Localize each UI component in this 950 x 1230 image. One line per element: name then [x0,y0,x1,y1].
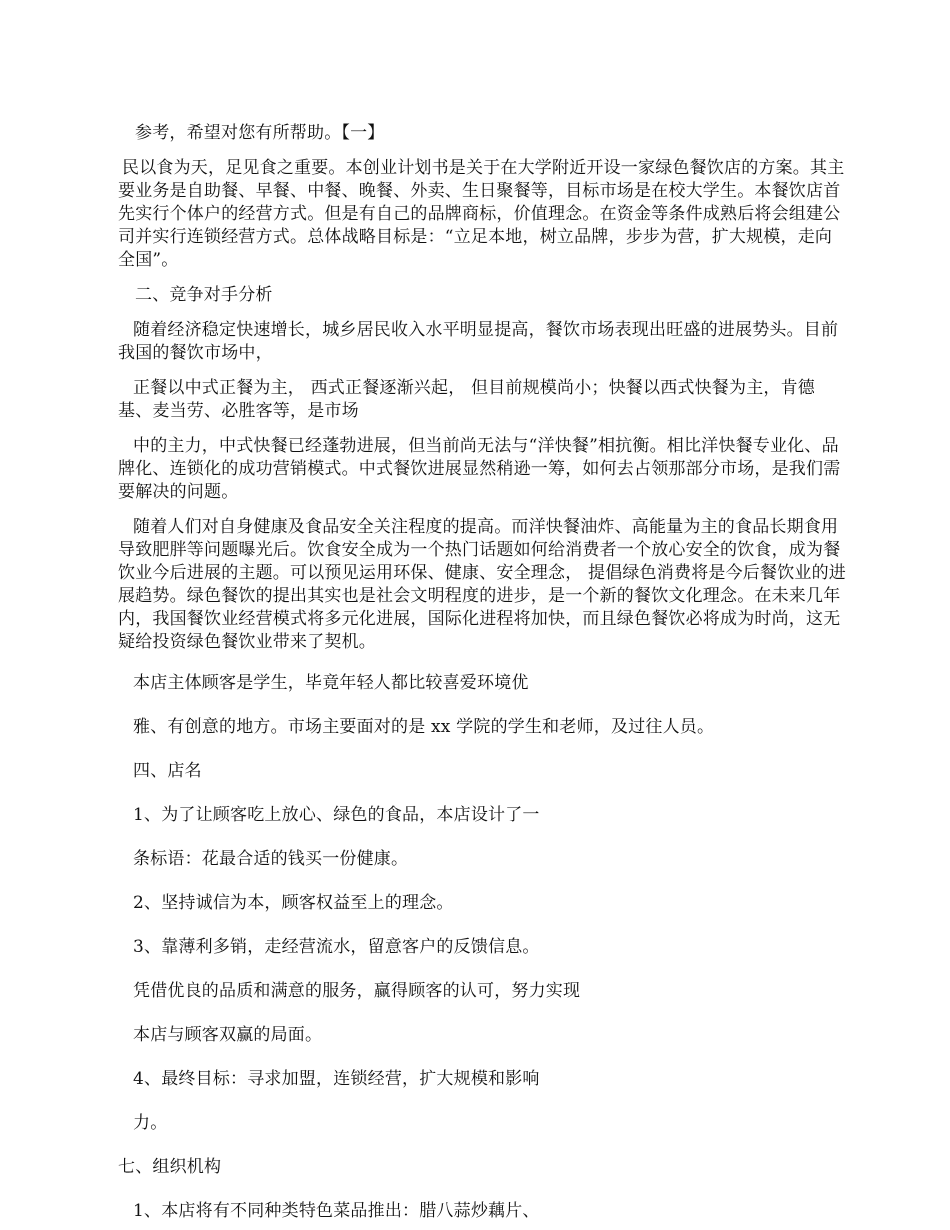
paragraph-market-growth: 随着经济稳定快速增长，城乡居民收入水平明显提高，餐饮市场表现出旺盛的进展势头。目前我国的餐饮市场中， [118,320,839,363]
paragraph-win-win: 本店与顾客双赢的局面。 [133,1025,323,1045]
paragraph-intro: 参考，希望对您有所帮助。【一】 [135,123,385,143]
list-item-dishes: 1、本店将有不同种类特色菜品推出：腊八蒜炒藕片、 [133,1201,540,1221]
list-item-4b: 力。 [133,1113,168,1133]
paragraph-customers-2: 雅、有创意的地方。市场主要面对的是 xx 学院的学生和老师，及过往人员。 [133,717,715,737]
paragraph-chinese-fast-food: 中的主力，中式快餐已经蓬勃进展，但当前尚无法与“洋快餐”相抗衡。相比洋快餐专业化、品牌化、连锁化的成功营销模式。中式餐饮进展显然稍逊一筹，如何去占领那部分市场，是我们需要解决的问题。 [118,436,841,502]
list-item-3: 3、靠薄利多销，走经营流水，留意客户的反馈信息。 [133,937,540,957]
paragraph-quality-service: 凭借优良的品质和满意的服务，赢得顾客的认可，努力实现 [133,981,581,1001]
list-item-2: 2、坚持诚信为本，顾客权益至上的理念。 [133,893,454,913]
paragraph-overview: 民以食为天，足见食之重要。本创业计划书是关于在大学附近开设一家绿色餐饮店的方案。其主要业务是自助餐、早餐、中餐、晚餐、外卖、生日聚餐等，目标市场是在校大学生。本餐饮店首先实行个体户的经营方式。但是有自己的品牌商标，价值理念。在资金等条件成熟后将会组建公司并实行连锁经营方式。总体战略目标是：“立足本地，树立品牌，步步为营，扩大规模，走向全国”。 [118,158,845,270]
document-body [118,122,848,1223]
list-item-1a: 1、为了让顾客吃上放心、绿色的食品，本店设计了一 [133,805,540,825]
paragraph-formal-dining: 正餐以中式正餐为主， 西式正餐逐渐兴起， 但目前规模尚小；快餐以西式快餐为主，肯德基、麦当劳、必胜客等，是市场 [118,378,816,421]
heading-store-name: 四、店名 [133,761,202,781]
list-item-1b: 条标语：花最合适的钱买一份健康。 [133,849,409,869]
list-item-4a: 4、最终目标：寻求加盟，连锁经营，扩大规模和影响 [133,1069,540,1089]
heading-competitor-analysis: 二、竞争对手分析 [135,285,273,305]
paragraph-food-safety: 随着人们对自身健康及食品安全关注程度的提高。而洋快餐油炸、高能量为主的食品长期食用导致肥胖等问题曝光后。饮食安全成为一个热门话题如何给消费者一个放心安全的饮食，成为餐饮业今后进展的主题。可以预见运用环保、健康、安全理念， 提倡绿色消费将是今后餐饮业的进展趋势。绿色餐饮的提出其实也是社会文明程度的进步，是一个新的餐饮文化理念。在未来几年内，我国餐饮业经营模式将多元化进展，国际化进程将加快，而且绿色餐饮必将成为时尚，这无疑给投资绿色餐饮业带来了契机。 [118,517,847,652]
heading-organization: 七、组织机构 [118,1157,222,1177]
paragraph-customers-1: 本店主体顾客是学生，毕竟年轻人都比较喜爱环境优 [133,673,529,693]
